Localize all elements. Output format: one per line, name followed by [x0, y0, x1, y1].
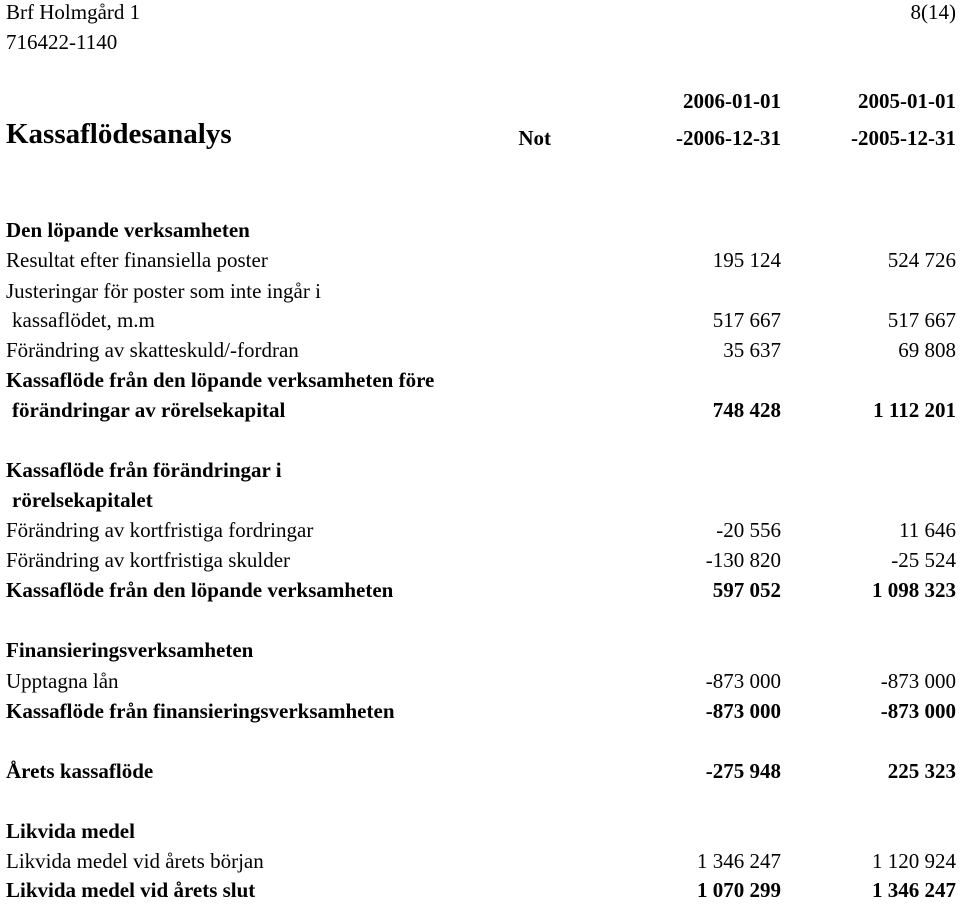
current-period-end: -2006-12-31: [676, 126, 781, 150]
current-value: 195 124: [712, 248, 781, 272]
period-end-row: [0, 123, 960, 153]
row-label: förändringar av rörelsekapital: [12, 398, 286, 422]
row-label: Förändring av kortfristiga fordringar: [6, 518, 314, 542]
table-row: [0, 545, 960, 575]
note-column-header: Not: [518, 126, 551, 150]
section-heading-working-capital: [0, 455, 960, 485]
prior-period-end: -2005-12-31: [851, 126, 956, 150]
year-cash-flow-row: [0, 756, 960, 786]
subtotal-row: [0, 395, 960, 425]
row-label: Kassaflöde från finansieringsverksamheten: [6, 699, 395, 723]
row-label: Likvida medel vid årets slut: [6, 878, 256, 902]
header-row: [0, 0, 960, 27]
row-label: Förändring av kortfristiga skulder: [6, 548, 291, 572]
section-heading-operating: [0, 215, 960, 245]
current-value: -275 948: [705, 759, 781, 783]
current-value: 1 346 247: [697, 849, 781, 873]
table-row: [0, 666, 960, 696]
table-row: [0, 245, 960, 275]
prior-value: 1 120 924: [872, 849, 956, 873]
row-label: Justeringar för poster som inte ingår i: [6, 279, 321, 303]
prior-value: 1 098 323: [872, 578, 956, 602]
row-label: Kassaflöde från den löpande verksamheten: [6, 578, 394, 602]
organization-name: Brf Holmgård 1: [6, 0, 141, 24]
prior-value: 517 667: [887, 308, 956, 332]
row-label: Finansieringsverksamheten: [6, 638, 254, 662]
current-period-start: 2006-01-01: [683, 89, 781, 113]
row-label: Likvida medel vid årets början: [6, 849, 264, 873]
prior-value: 11 646: [899, 518, 956, 542]
row-label: kassaflödet, m.m: [12, 308, 155, 332]
current-value: 35 637: [723, 338, 781, 362]
total-row: [0, 696, 960, 726]
prior-value: 225 323: [887, 759, 956, 783]
current-value: -20 556: [716, 518, 781, 542]
table-row: [0, 276, 960, 306]
organization-number: 716422-1140: [6, 30, 118, 54]
table-row: [0, 335, 960, 365]
current-value: -873 000: [705, 699, 781, 723]
current-value: 597 052: [712, 578, 781, 602]
current-value: -130 820: [705, 548, 781, 572]
prior-value: -25 524: [891, 548, 956, 572]
row-label: Kassaflöde från förändringar i: [6, 458, 282, 482]
prior-value: 69 808: [898, 338, 956, 362]
total-row: [0, 875, 960, 905]
row-label: Den löpande verksamheten: [6, 218, 250, 242]
total-row: [0, 575, 960, 605]
prior-value: 524 726: [887, 248, 956, 272]
row-label: Resultat efter finansiella poster: [6, 248, 268, 272]
current-value: 1 070 299: [697, 878, 781, 902]
row-label: Årets kassaflöde: [6, 759, 154, 783]
prior-value: -873 000: [880, 699, 956, 723]
period-start-row: [0, 86, 960, 116]
row-label: rörelsekapitalet: [12, 488, 153, 512]
row-label: Upptagna lån: [6, 669, 119, 693]
row-label: Likvida medel: [6, 819, 135, 843]
table-row: [0, 305, 960, 335]
prior-value: 1 346 247: [872, 878, 956, 902]
current-value: 517 667: [712, 308, 781, 332]
current-value: 748 428: [712, 398, 781, 422]
current-value: -873 000: [705, 669, 781, 693]
prior-period-start: 2005-01-01: [858, 89, 956, 113]
table-row: [0, 515, 960, 545]
row-label: Kassaflöde från den löpande verksamheten före: [6, 368, 435, 392]
page-number: 8(14): [910, 0, 956, 24]
table-row: [0, 365, 960, 395]
section-heading-working-capital-cont: [0, 485, 960, 515]
section-heading-financing: [0, 635, 960, 665]
row-label: Förändring av skatteskuld/-fordran: [6, 338, 299, 362]
prior-value: -873 000: [880, 669, 956, 693]
prior-value: 1 112 201: [873, 398, 956, 422]
section-heading-cash: [0, 816, 960, 846]
org-number-row: [0, 27, 960, 57]
table-row: [0, 846, 960, 876]
page-title: Kassaflödesanalys: [6, 118, 232, 150]
